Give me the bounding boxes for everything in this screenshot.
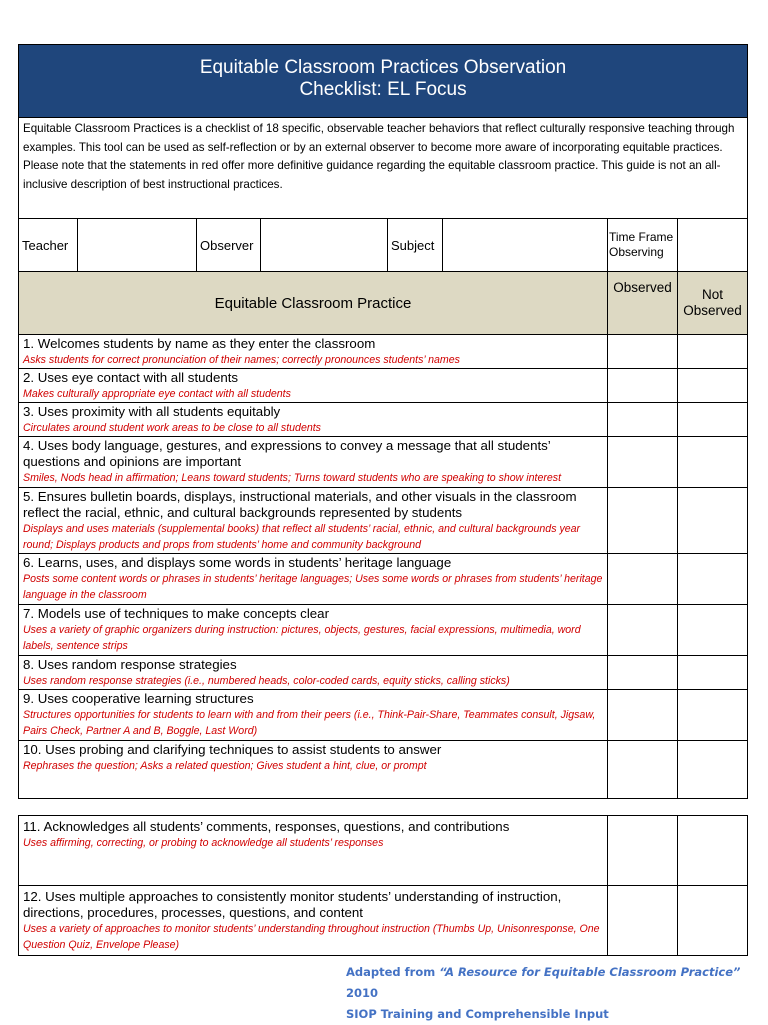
practice-statement: 10. Uses probing and clarifying techniques to assist students to answer [23, 742, 442, 757]
not-observed-cell[interactable] [678, 403, 748, 437]
practice-statement: 3. Uses proximity with all students equitably [23, 404, 281, 419]
not-observed-cell[interactable] [678, 605, 748, 656]
practice-cell [19, 488, 608, 554]
practice-guidance: Circulates around student work areas to be close to all students [23, 422, 321, 434]
practice-cell [19, 816, 608, 886]
practice-guidance: Posts some content words or phrases in students’ heritage languages; Uses some words or phrases from students’ heritage language in the classroom [23, 573, 603, 601]
observer-field[interactable] [261, 219, 388, 272]
practice-guidance: Uses random response strategies (i.e., numbered heads, color-coded cards, equity sticks, calling sticks) [23, 675, 510, 687]
practice-cell [19, 886, 608, 956]
observed-cell[interactable] [608, 656, 678, 690]
observed-cell[interactable] [608, 741, 678, 799]
observed-cell[interactable] [608, 488, 678, 554]
checklist-row [19, 437, 748, 488]
observed-cell[interactable] [608, 886, 678, 956]
title-line1: Equitable Classroom Practices Observation [199, 57, 567, 78]
practice-guidance: Structures opportunities for students to learn with and from their peers (i.e., Think-Pair-Share, Teammates consult, Jigsaw, Pairs Check, Partner A and B, Boggle, Last Word) [23, 709, 596, 737]
page-title [19, 45, 748, 118]
practice-cell [19, 656, 608, 690]
checklist-row [19, 403, 748, 437]
practice-guidance: Uses a variety of approaches to monitor students’ understanding throughout instruction (Thumbs Up, Unisonresponse, One Question Quiz, Envelope Please) [23, 923, 600, 951]
title-line2: Checklist: EL Focus [299, 79, 467, 100]
not-observed-header [678, 272, 748, 335]
observed-header: Observed [608, 272, 678, 335]
subject-label: Subject [388, 219, 443, 272]
source-title: “A Resource for Equitable Classroom Practice” [439, 965, 741, 979]
observed-cell[interactable] [608, 605, 678, 656]
checklist-row [19, 816, 748, 886]
practice-statement: 6. Learns, uses, and displays some words in students’ heritage language [23, 555, 452, 570]
practice-guidance: Asks students for correct pronunciation of their names; correctly pronounces students’ names [23, 354, 460, 366]
observed-cell[interactable] [608, 690, 678, 741]
observer-label: Observer [197, 219, 261, 272]
practice-statement: 11. Acknowledges all students’ comments, responses, questions, and contributions [23, 819, 510, 834]
observed-cell[interactable] [608, 403, 678, 437]
checklist-row [19, 741, 748, 799]
practice-statement: 4. Uses body language, gestures, and expressions to convey a message that all students’ questions and opinions are important [23, 438, 551, 469]
practice-cell [19, 605, 608, 656]
checklist-row [19, 690, 748, 741]
not-observed-cell[interactable] [678, 335, 748, 369]
checklist-table [18, 44, 748, 799]
intro-text: Equitable Classroom Practices is a checklist of 18 specific, observable teacher behaviors that reflect culturally responsive teaching through examples. This tool can be used as self-reflection or by an external observer to become more aware of incorporating equitable practices. Please note that the statements in red offer more definitive guidance regarding the equitable classroom practice. This guide is not an all-inclusive description of best instructional practices. [19, 118, 748, 219]
practice-statement: 9. Uses cooperative learning structures [23, 691, 254, 706]
not-observed-cell[interactable] [678, 554, 748, 605]
checklist-row [19, 554, 748, 605]
practice-cell [19, 741, 608, 799]
not-observed-cell[interactable] [678, 488, 748, 554]
practice-cell [19, 335, 608, 369]
not-observed-cell[interactable] [678, 437, 748, 488]
practice-cell [19, 690, 608, 741]
checklist-row [19, 369, 748, 403]
attribution-footer [346, 962, 768, 1025]
not-observed-cell[interactable] [678, 816, 748, 886]
practice-statement: 1. Welcomes students by name as they enter the classroom [23, 336, 376, 351]
not-observed-line2: Observed [683, 303, 742, 318]
practice-statement: 2. Uses eye contact with all students [23, 370, 239, 385]
practice-cell [19, 437, 608, 488]
practice-cell [19, 554, 608, 605]
time-frame-line1: Time Frame [609, 230, 674, 244]
practice-statement: 12. Uses multiple approaches to consistently monitor students’ understanding of instruction, directions, procedures, processes, questions, and content [23, 889, 562, 920]
checklist-row [19, 656, 748, 690]
observed-cell[interactable] [608, 554, 678, 605]
practice-cell [19, 403, 608, 437]
observed-cell[interactable] [608, 369, 678, 403]
practice-guidance: Displays and uses materials (supplemental books) that reflect all students’ racial, ethnic, and cultural backgrounds year round; Displays products and props from students’ home and community background [23, 523, 581, 551]
subject-field[interactable] [443, 219, 608, 272]
practice-statement: 5. Ensures bulletin boards, displays, instructional materials, and other visuals in the classroom reflect the racial, ethnic, and cultural backgrounds represented by students [23, 489, 577, 520]
practice-guidance: Rephrases the question; Asks a related question; Gives student a hint, clue, or prompt [23, 760, 427, 772]
attribution-line2: SIOP Training and Comprehensible Input [346, 1007, 609, 1021]
section-gap [18, 799, 747, 815]
observed-cell[interactable] [608, 437, 678, 488]
checklist-sheet [18, 44, 747, 956]
not-observed-cell[interactable] [678, 741, 748, 799]
practice-guidance: Makes culturally appropriate eye contact with all students [23, 388, 291, 400]
checklist-table-continued [18, 815, 748, 956]
time-frame-field[interactable] [678, 219, 748, 272]
practice-statement: 7. Models use of techniques to make concepts clear [23, 606, 329, 621]
practice-guidance: Uses affirming, correcting, or probing to acknowledge all students’ responses [23, 837, 384, 849]
attribution-line1 [346, 962, 768, 1004]
teacher-label: Teacher [19, 219, 78, 272]
teacher-field[interactable] [78, 219, 197, 272]
not-observed-cell[interactable] [678, 690, 748, 741]
observed-cell[interactable] [608, 816, 678, 886]
checklist-row [19, 605, 748, 656]
source-year: 2010 [346, 986, 379, 1000]
time-frame-line2: Observing [609, 245, 664, 259]
checklist-row [19, 488, 748, 554]
practice-header: Equitable Classroom Practice [19, 272, 608, 335]
observed-cell[interactable] [608, 335, 678, 369]
practice-guidance: Smiles, Nods head in affirmation; Leans toward students; Turns toward students who are speaking to show interest [23, 472, 562, 484]
practice-guidance: Uses a variety of graphic organizers during instruction: pictures, objects, gestures, facial expressions, multimedia, word labels, sentence strips [23, 624, 581, 652]
practice-cell [19, 369, 608, 403]
checklist-row [19, 335, 748, 369]
practice-statement: 8. Uses random response strategies [23, 657, 237, 672]
adapted-prefix: Adapted from [346, 965, 440, 979]
time-frame-label [608, 219, 678, 272]
not-observed-cell[interactable] [678, 886, 748, 956]
not-observed-line1: Not [702, 287, 724, 302]
not-observed-cell[interactable] [678, 369, 748, 403]
checklist-row [19, 886, 748, 956]
not-observed-cell[interactable] [678, 656, 748, 690]
